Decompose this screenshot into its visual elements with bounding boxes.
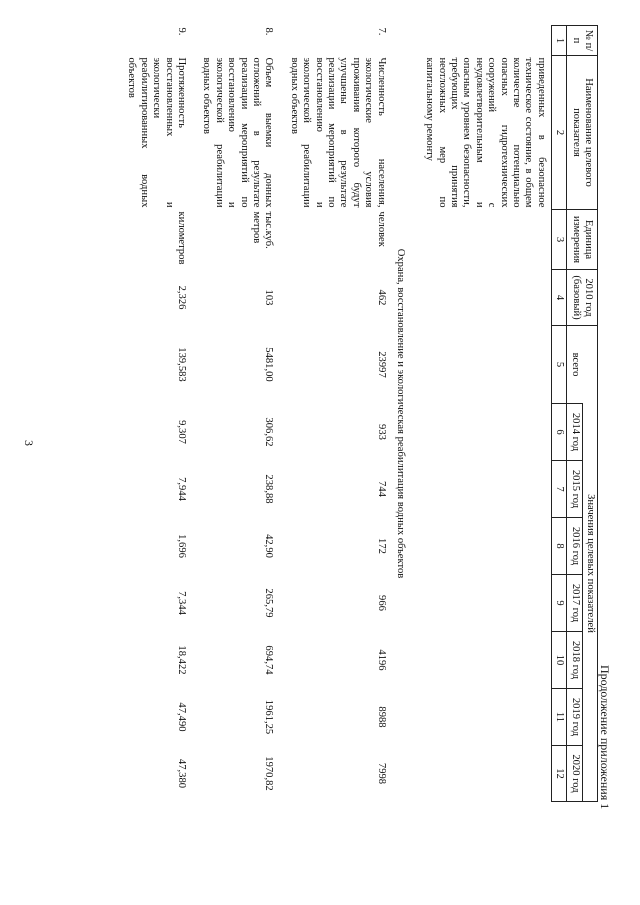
header-year: 2020 год — [567, 746, 582, 802]
table-row — [117, 26, 192, 802]
column-number: 11 — [551, 689, 566, 746]
section-row — [392, 26, 422, 802]
header-year: 2016 год — [567, 518, 582, 575]
row-value: 172 — [375, 538, 387, 554]
row-value: 933 — [375, 424, 387, 440]
column-number: 4 — [551, 270, 566, 326]
row-name: Численность населения, экологические условия проживания которого будут улучшены в результате реализации мероприятий по восстановлению и экологической реабилитации водных объектов — [288, 57, 387, 208]
row-value: 265,79 — [263, 588, 275, 618]
row-unit: человек — [375, 211, 387, 247]
table-row — [192, 26, 279, 802]
column-number: 10 — [551, 632, 566, 689]
row-value: 4196 — [375, 649, 387, 671]
header-group: Значения целевых показателей — [582, 326, 597, 802]
header-year: 2015 год — [567, 461, 582, 518]
row-value: 47,490 — [176, 702, 188, 732]
row-value: 8988 — [375, 706, 387, 728]
row-value: 42,90 — [263, 534, 275, 558]
column-number: 2 — [551, 56, 566, 210]
row-base: 2,326 — [176, 285, 188, 310]
row-value: 966 — [375, 595, 387, 611]
carry-over-row — [422, 26, 551, 802]
header-year: 2017 год — [567, 575, 582, 632]
row-base: 103 — [263, 289, 275, 306]
header-year: 2018 год — [567, 632, 582, 689]
column-number: 1 — [551, 26, 566, 56]
header-year: 2014 год — [567, 404, 582, 461]
row-value: 694,74 — [263, 645, 275, 675]
row-total: 5481,00 — [263, 347, 275, 382]
column-number: 8 — [551, 518, 566, 575]
column-number: 7 — [551, 461, 566, 518]
row-value: 9,307 — [176, 420, 188, 444]
header-num: № п/п — [567, 26, 598, 56]
row-name: Объем выемки донных отложений в результате реализации мероприятий по восстановлению и экологической реабилитации водных объектов — [201, 57, 275, 208]
header-year: 2019 год — [567, 689, 582, 746]
row-value: 1961,25 — [263, 699, 275, 735]
column-number-row — [551, 26, 566, 802]
header-unit: Единица измерения — [567, 210, 598, 270]
row-num: 9. — [176, 27, 188, 36]
section-title: Охрана, восстановление и экологическая реабилитация водных объектов — [394, 248, 406, 579]
row-base: 462 — [375, 289, 387, 306]
table-row — [279, 26, 391, 802]
row-value: 18,422 — [176, 645, 188, 675]
row-unit: тыс.куб. метров — [251, 211, 275, 249]
column-number: 5 — [551, 326, 566, 404]
row-unit: километров — [176, 211, 188, 265]
row-value: 238,88 — [263, 474, 275, 504]
row-value: 1,696 — [176, 534, 188, 558]
row-name: Протяженность восстановленных и экологически реабилитированных водных объектов — [126, 57, 188, 208]
column-number: 3 — [551, 210, 566, 270]
row-total: 23997 — [375, 351, 387, 378]
row-value: 7,344 — [176, 591, 188, 615]
header-total: всего — [567, 326, 582, 404]
row-value: 744 — [375, 481, 387, 497]
row-value: 7998 — [375, 762, 387, 785]
row-value: 47,380 — [176, 758, 188, 789]
page-number: 3 — [22, 440, 36, 446]
header-name: Наименование целевого показателя — [567, 56, 598, 210]
column-number: 9 — [551, 575, 566, 632]
column-number: 6 — [551, 404, 566, 461]
indicators-table — [117, 25, 598, 802]
row-num: 7. — [375, 27, 387, 36]
header-base: 2010 год (базовый) — [567, 270, 598, 326]
row-total: 139,583 — [176, 347, 188, 382]
carry-over-text: приведенных в безопасное техническое состояние, в общем количестве потенциально опасных гидротехнических сооружений с неудовлетворительным и опасным уровнем безопасности, требующих принятия неотложных мер по капитальному ремонту — [424, 57, 547, 208]
column-number: 12 — [551, 746, 566, 802]
row-value: 306,62 — [263, 417, 275, 447]
row-value: 1970,82 — [263, 756, 275, 791]
row-value: 7,944 — [176, 477, 188, 501]
continuation-label: Продолжение приложения 1 — [598, 665, 612, 810]
row-num: 8. — [263, 27, 275, 36]
